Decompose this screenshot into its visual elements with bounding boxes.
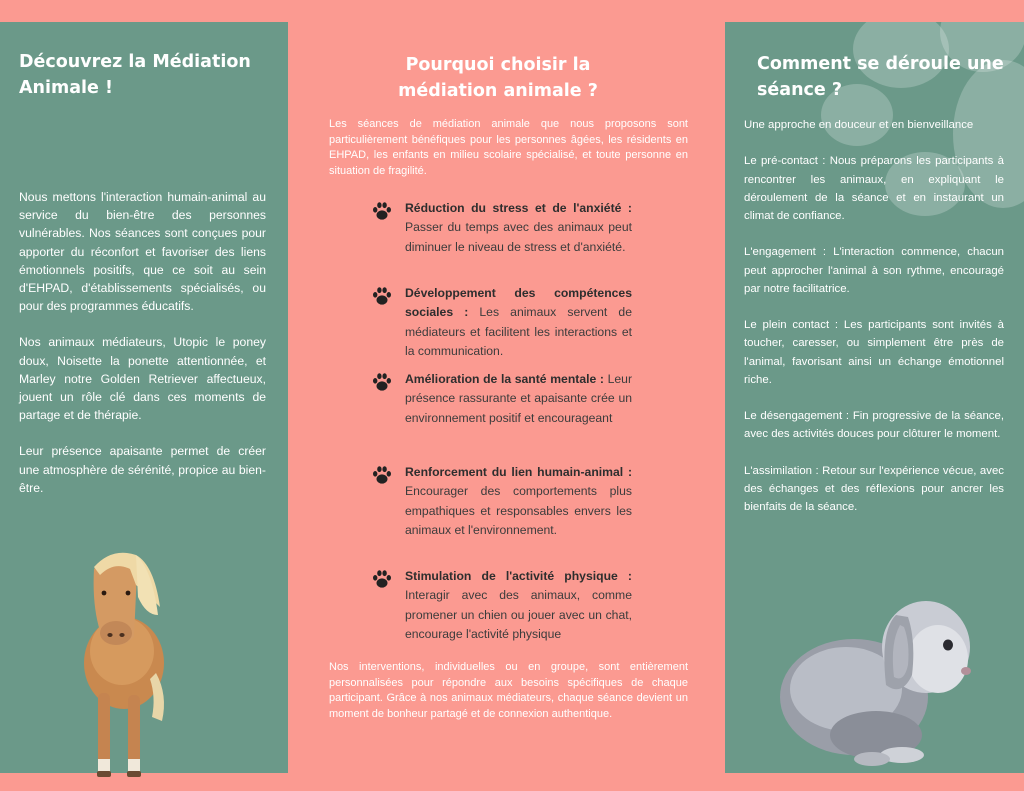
benefit-heading: Amélioration de la santé mentale : [405, 372, 604, 386]
center-title-line1: Pourquoi choisir la [405, 55, 591, 75]
benefit-heading: Développement des compétences sociales : [405, 286, 632, 320]
paw-print-icon [370, 463, 394, 487]
rabbit-photo [776, 585, 976, 767]
paw-print-icon [370, 199, 394, 223]
right-title-line1: Comment se déroule une [757, 54, 1004, 74]
benefit-text [405, 199, 632, 257]
center-title [330, 52, 666, 104]
benefit-description: Passer du temps avec des animaux peut diminuer le niveau de stress et d'anxiété. [405, 220, 632, 254]
benefit-description: Les animaux servent de médiateurs et facilitent les interactions et la communication. [405, 305, 632, 358]
benefit-text [405, 463, 632, 540]
right-paragraph: Le plein contact : Les participants sont invités à toucher, caresser, ou simplement être près de l'animal, favorisant ainsi un échange émotionnel riche. [744, 319, 1004, 386]
paw-print-icon [370, 284, 394, 308]
benefit-item [370, 463, 632, 540]
benefit-description: Interagir avec des animaux, comme promener un chien ou jouer avec un chat, encourage l'activité physique [405, 588, 632, 641]
paw-print-icon [370, 567, 394, 591]
benefit-item [370, 370, 632, 428]
benefit-text [405, 370, 632, 428]
benefit-heading: Renforcement du lien humain-animal : [405, 465, 632, 479]
right-paragraph: Une approche en douceur et en bienveillance [744, 119, 974, 131]
center-intro: Les séances de médiation animale que nous proposons sont particulièrement bénéfiques pour les personnes âgées, les résidents en EHPAD, les enfants en milieu scolaire spécialisé, et toute personne en situation de fragilité. [329, 118, 688, 177]
benefit-heading: Réduction du stress et de l'anxiété : [405, 201, 632, 215]
paw-print-icon [370, 370, 394, 394]
left-panel-text [19, 188, 266, 515]
left-paragraph: Leur présence apaisante permet de créer une atmosphère de sérénité, propice au bien-être. [19, 444, 266, 495]
right-panel-text [744, 116, 1004, 535]
center-title-line2: médiation animale ? [398, 81, 598, 101]
right-paragraph: L'engagement : L'interaction commence, chacun peut approcher l'animal à son rythme, encouragé par notre facilitatrice. [744, 246, 1004, 295]
left-paragraph: Nos animaux médiateurs, Utopic le poney doux, Noisette la ponette attentionnée, et Marley notre Golden Retriever affectueux, jouent un rôle clé dans ces moments de partage et de thérapie. [19, 335, 266, 423]
pony-photo [64, 545, 176, 781]
benefit-item [370, 567, 632, 644]
left-paragraph: Nous mettons l'interaction humain-animal au service du bien-être des personnes vulnérables. Nos séances sont conçues pour apporter du réconfort et favoriser des liens émotionnels positifs, que ce soit au sein d'EHPAD, d'établissements spécialisés, ou pour des programmes éducatifs. [19, 190, 266, 314]
benefit-item [370, 199, 632, 257]
benefit-item [370, 284, 632, 361]
right-panel-title [757, 51, 1017, 103]
left-panel-title [19, 49, 279, 101]
left-title-line1: Découvrez la Médiation [19, 52, 251, 72]
left-title-line2: Animale ! [19, 78, 113, 98]
right-paragraph: Le pré-contact : Nous préparons les participants à rencontrer les animaux, en expliquant le déroulement de la séance et en instaurant un climat de confiance. [744, 155, 1004, 222]
benefit-text [405, 567, 632, 644]
right-paragraph: L'assimilation : Retour sur l'expérience vécue, avec des échanges et des réflexions pour ancrer les bienfaits de la séance. [744, 464, 1004, 514]
benefit-text [405, 284, 632, 361]
center-outro: Nos interventions, individuelles ou en groupe, sont entièrement personnalisées pour répondre aux besoins spécifiques de chaque participant. Grâce à nos animaux médiateurs, chaque séance devient un moment de bonheur partagé et de connexion authentique. [329, 661, 688, 720]
benefit-description: Encourager des comportements plus empathiques et responsables envers les animaux et l'environnement. [405, 484, 632, 537]
benefit-heading: Stimulation de l'activité physique : [405, 569, 632, 583]
right-title-line2: séance ? [757, 80, 843, 100]
right-paragraph: Le désengagement : Fin progressive de la séance, avec des activités douces pour clôturer le moment. [744, 410, 1004, 441]
benefit-description: Leur présence rassurante et apaisante crée un environnement positif et encourageant [405, 372, 633, 425]
